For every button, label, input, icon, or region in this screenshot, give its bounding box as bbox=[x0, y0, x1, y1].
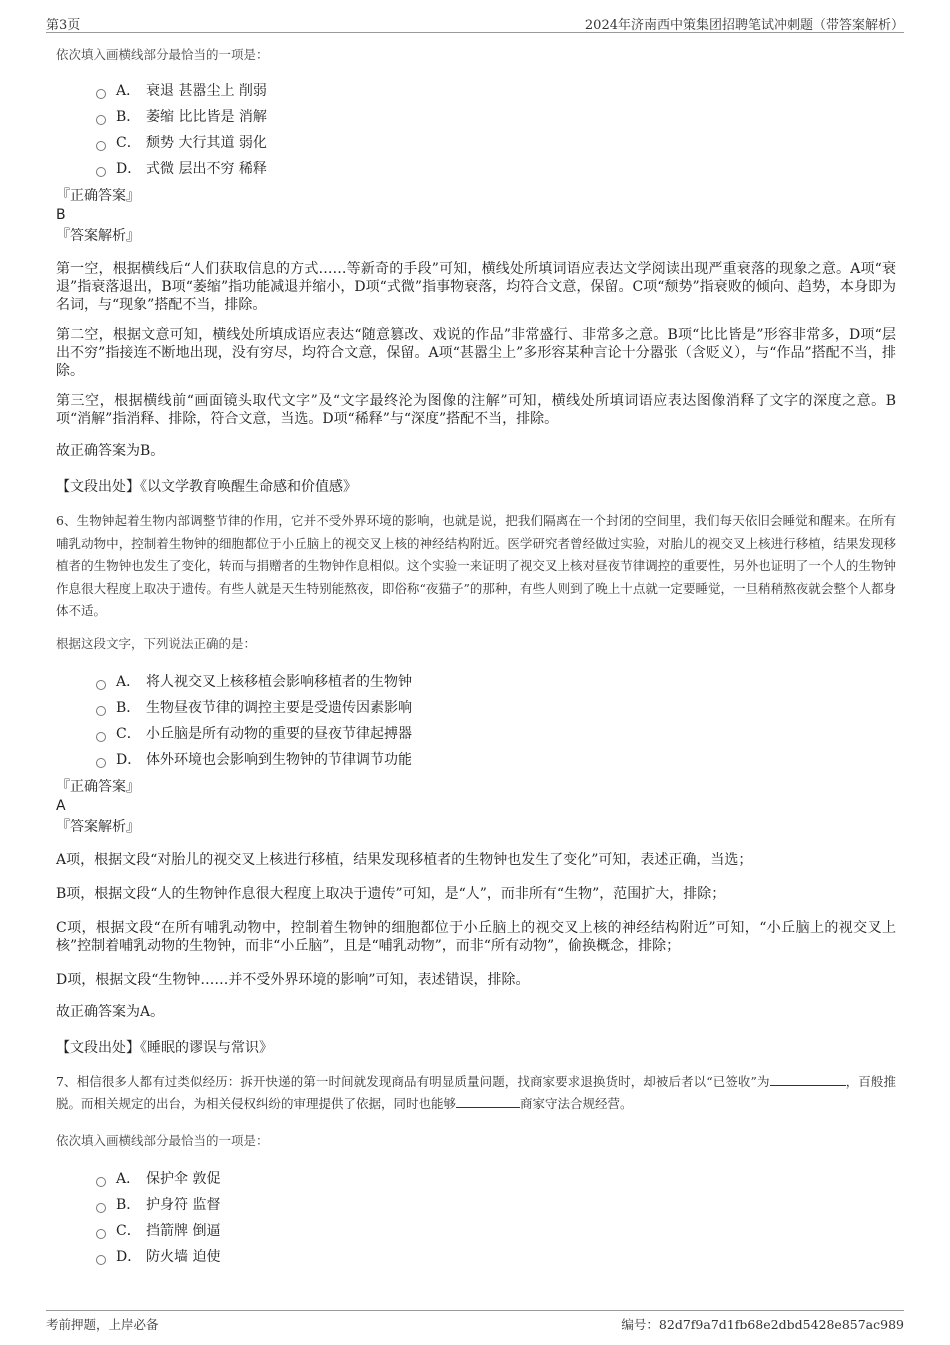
q6-analysis-paragraph: B项，根据文段“人的生物钟作息很大程度上取决于遗传”可知，是“人”，而非所有“生物”，范围扩大，排除； bbox=[56, 885, 726, 902]
q6-text: 6、生物钟起着生物内部调整节律的作用，它并不受外界环境的影响，也就是说，把我们隔离在一个封闭的空间里，我们每天依旧会睡觉和醒来。在所有哺乳动物中，控制着生物钟的细胞都位于小丘脑上的视交叉上核的神经结构附近。医学研究者曾经做过实验，对胎儿的视交叉上核进行移植，结果发现移植者的生物钟也发生了变化，转而与捐赠者的生物钟作息相似。这个实验一来证明了视交叉上核对昼夜节律调控的重要性，另外也证明了一个人的生物钟作息很大程度上取决于遗传。有些人就是天生特别能熬夜，即俗称“夜猫子”的那种，有些人则到了晚上十点就一定要睡觉，一旦稍稍熬夜就会整个人都身体不适。 bbox=[56, 513, 896, 618]
q5-answer-label: 『正确答案』 bbox=[56, 188, 140, 204]
q5-analysis-paragraph: 第二空，根据文意可知，横线处所填成语应表达“随意篡改、戏说的作品”非常盛行、非常多之意。B项“比比皆是”形容非常多，D项“层出不穷”指接连不断地出现，没有穷尽，均符合文意，保留。A项“甚嚣尘上”多形容某种言论十分嚣张（含贬义），与“作品”搭配不当，排除。 bbox=[56, 327, 896, 379]
q6-answer-label: 『正确答案』 bbox=[56, 778, 140, 795]
radio-icon[interactable] bbox=[96, 1255, 106, 1265]
document-title: 2024年济南西中策集团招聘笔试冲刺题（带答案解析） bbox=[584, 18, 904, 33]
q5-source: 【文段出处】《以文学教育唤醒生命感和价值感》 bbox=[56, 479, 357, 495]
footer-slogan: 考前押题，上岸必备 bbox=[46, 1317, 159, 1332]
page-footer bbox=[46, 1310, 904, 1332]
q5-analysis-paragraph: 第一空，根据横线后“人们获取信息的方式……等新奇的手段”可知，横线处所填词语应表达文学阅读出现严重衰落的现象之意。A项“衰退”指衰落退出，B项“萎缩”指功能减退并缩小，D项“式微”指事物衰落，均符合文意，保留。C项“颓势”指衰败的倾向、趋势，本身即为名词，与“现象”搭配不当，排除。 bbox=[56, 261, 896, 313]
q6-option-b[interactable]: B． 生物昼夜节律的调控主要是受遗传因素影响 bbox=[96, 695, 896, 721]
q7-blank-2 bbox=[456, 1095, 520, 1108]
q6-answer: A bbox=[56, 797, 66, 814]
q6-source: 【文段出处】《睡眠的谬误与常识》 bbox=[56, 1039, 273, 1056]
q5-analysis-paragraph: 第三空，根据横线前“画面镜头取代文字”及“文字最终沦为图像的注解”可知，横线处所填词语应表达图像消释了文字的深度之意。B项“消解”指消释、排除，符合文意，当选。D项“稀释”与“深度”搭配不当，排除。 bbox=[56, 393, 896, 427]
q5-option-d[interactable]: D． 式微 层出不穷 稀释 bbox=[96, 156, 896, 182]
q5-option-b[interactable]: B． 萎缩 比比皆是 消解 bbox=[96, 104, 896, 130]
q7-blank-1 bbox=[770, 1073, 846, 1086]
radio-icon[interactable] bbox=[96, 115, 106, 125]
radio-icon[interactable] bbox=[96, 1177, 106, 1187]
q5-option-a[interactable]: A． 衰退 甚嚣尘上 削弱 bbox=[96, 78, 896, 104]
document-id: 编号：82d7f9a7d1fb68e2dbd5428e857ac989 bbox=[621, 1317, 904, 1332]
page-content bbox=[56, 44, 896, 1270]
q6-option-c[interactable]: C． 小丘脑是所有动物的重要的昼夜节律起搏器 bbox=[96, 721, 896, 747]
q6-option-a[interactable]: A． 将人视交叉上核移植会影响移植者的生物钟 bbox=[96, 669, 896, 695]
q5-option-c[interactable]: C． 颓势 大行其道 弱化 bbox=[96, 130, 896, 156]
page-number: 第3页 bbox=[46, 18, 81, 33]
q7-option-a[interactable]: A． 保护伞 敦促 bbox=[96, 1166, 896, 1192]
q7-options bbox=[96, 1166, 896, 1270]
q7-option-d[interactable]: D． 防火墙 迫使 bbox=[96, 1244, 896, 1270]
radio-icon[interactable] bbox=[96, 706, 106, 716]
radio-icon[interactable] bbox=[96, 758, 106, 768]
q5-answer: B bbox=[56, 207, 66, 223]
q7-text-part: 商家守法合规经营。 bbox=[520, 1096, 633, 1111]
q6-options bbox=[96, 669, 896, 773]
q5-analysis-label: 『答案解析』 bbox=[56, 228, 140, 244]
q6-option-d[interactable]: D． 体外环境也会影响到生物钟的节律调节功能 bbox=[96, 747, 896, 773]
page-header bbox=[46, 12, 904, 33]
q7-prompt: 依次填入画横线部分最恰当的一项是： bbox=[56, 1132, 269, 1148]
q6-prompt: 根据这段文字，下列说法正确的是： bbox=[56, 635, 257, 651]
radio-icon[interactable] bbox=[96, 1229, 106, 1239]
q6-analysis-paragraph: D项，根据文段“生物钟……并不受外界环境的影响”可知，表述错误，排除。 bbox=[56, 971, 530, 988]
q7-option-c[interactable]: C． 挡箭牌 倒逼 bbox=[96, 1218, 896, 1244]
q6-conclusion: 故正确答案为A。 bbox=[56, 1003, 165, 1020]
q7-option-b[interactable]: B． 护身符 监督 bbox=[96, 1192, 896, 1218]
q5-options bbox=[96, 78, 896, 182]
radio-icon[interactable] bbox=[96, 89, 106, 99]
radio-icon[interactable] bbox=[96, 167, 106, 177]
q7-text bbox=[56, 1071, 896, 1116]
radio-icon[interactable] bbox=[96, 680, 106, 690]
q7-text-part: 7、相信很多人都有过类似经历：拆开快递的第一时间就发现商品有明显质量问题，找商家要求退换货时，却被后者以“已签收”为 bbox=[56, 1073, 770, 1089]
radio-icon[interactable] bbox=[96, 732, 106, 742]
q7-text-part: ，百般推脱。而相关规定的出台，为相关侵权纠纷的审理提供了依据，同时也能够 bbox=[56, 1073, 896, 1111]
q6-analysis-label: 『答案解析』 bbox=[56, 818, 140, 835]
q6-analysis-paragraph: A项，根据文段“对胎儿的视交叉上核进行移植，结果发现移植者的生物钟也发生了变化”可知，表述正确，当选； bbox=[56, 851, 753, 868]
radio-icon[interactable] bbox=[96, 141, 106, 151]
q5-conclusion: 故正确答案为B。 bbox=[56, 443, 165, 459]
q6-analysis-paragraph: C项，根据文段“在所有哺乳动物中，控制着生物钟的细胞都位于小丘脑上的视交叉上核的神经结构附近”可知，“小丘脑上的视交叉上核”控制着哺乳动物的生物钟，而非“小丘脑”，且是“哺乳动物”，而非“所有动物”，偷换概念，排除； bbox=[56, 919, 896, 954]
q5-prompt: 依次填入画横线部分最恰当的一项是： bbox=[56, 47, 269, 62]
radio-icon[interactable] bbox=[96, 1203, 106, 1213]
